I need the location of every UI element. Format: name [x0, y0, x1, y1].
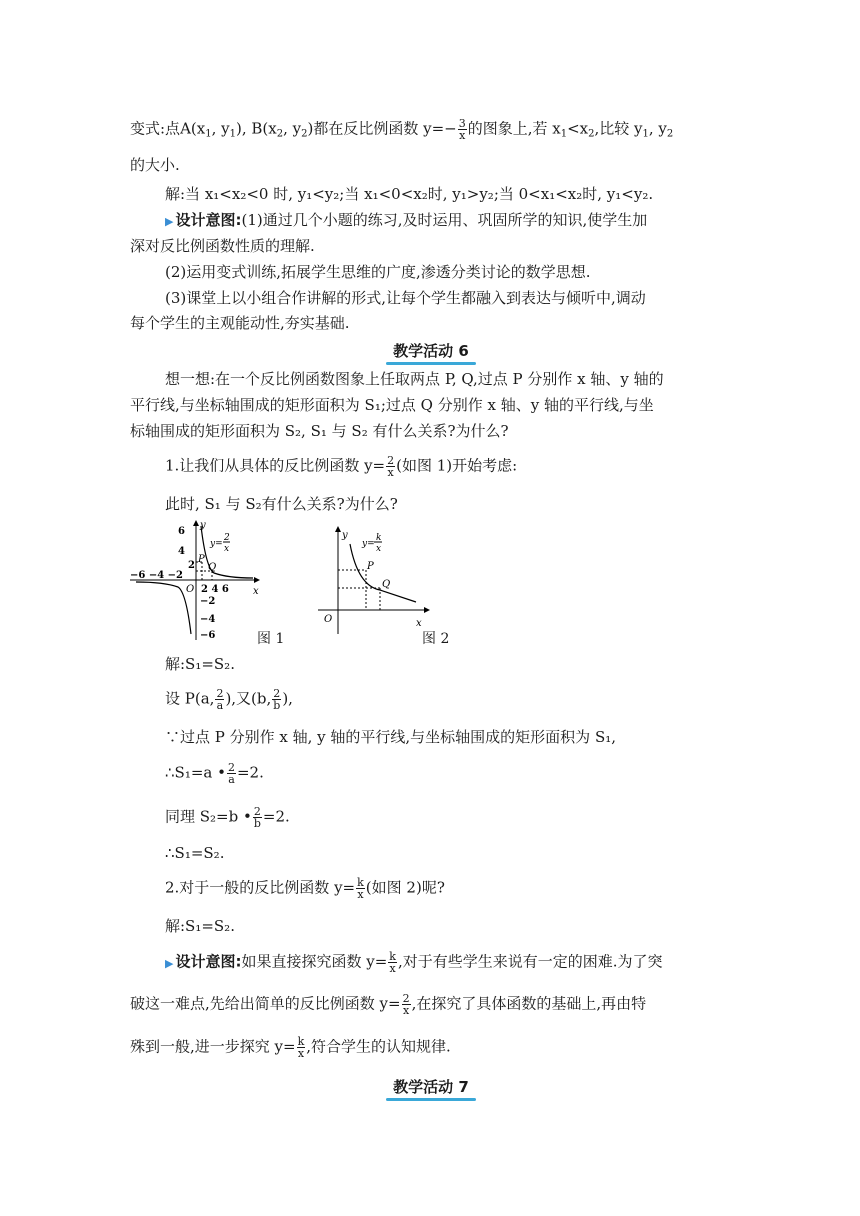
question-1-post: (如图 1)开始考虑: [396, 456, 518, 475]
design-intent-2-line3 [130, 1036, 451, 1059]
figure-1-graph [128, 518, 263, 640]
variant-text-h: <x [567, 119, 589, 138]
svg-text:x: x [253, 586, 259, 597]
activity-7-underline [386, 1098, 476, 1101]
fig1-tick-yneg2: −2 [200, 596, 216, 607]
variant-line1: 变式:点$A(x_1$, $y_1$), $B(x_2$, $y_2$)都在反比例函数 y=− $\frac{3}{x}$ 的图象上,若 $x_1<x_2$,比较 $y_1$, $y_2$ [130, 117, 674, 142]
variant-text-d: ), B(x [235, 119, 277, 138]
design2-line2-post: ,在探究了具体函数的基础上,再由特 [411, 994, 647, 1013]
fraction-k-over-x-3: $\frac{k}{x}$ [297, 1035, 305, 1060]
fig1-func-num: 2 [224, 533, 230, 543]
think-line1: 想一想:在一个反比例函数图象上任取两点 P, Q,过点 P 分别作 x 轴、y 轴的 [165, 370, 664, 388]
design-intent-2: (2)运用变式训练,拓展学生思维的广度,渗透分类讨论的数学思想. [165, 263, 591, 281]
question-2 [165, 877, 445, 900]
activity-7-title-text: 教学活动 7 [393, 1078, 469, 1096]
solution-2e-post: =2. [262, 807, 290, 826]
solution-2b-post: ), [282, 689, 293, 708]
fig1-tick-yneg4: −4 [200, 614, 216, 625]
question-1-ask: 此时, S₁ 与 S₂有什么关系?为什么? [165, 495, 398, 513]
solution-3: 解:S₁=S₂. [165, 917, 235, 935]
variant-text-c: , y [211, 119, 230, 138]
fig1-tick-y4: 4 [178, 546, 185, 557]
fig1-tick-y6: 6 [178, 526, 185, 537]
design-intent-2-line1 [165, 951, 663, 974]
design-intent-label: 设计意图: [175, 211, 242, 229]
design-intent-label-2: 设计意图: [175, 952, 242, 971]
activity-6-title [386, 340, 476, 361]
variant-text-j: , y [648, 119, 667, 138]
solution-2d [165, 762, 264, 785]
svg-text:Q: Q [382, 579, 391, 590]
fig1-func-den: x [224, 544, 230, 554]
svg-text:Q: Q [208, 562, 217, 573]
solution-2c: ∵过点 P 分别作 x 轴, y 轴的平行线,与坐标轴围成的矩形面积为 S₁, [165, 728, 616, 746]
svg-text:x: x [416, 618, 422, 629]
triangle-marker-icon-2: ▶ [165, 956, 174, 970]
solution-2b [165, 688, 293, 711]
design2-line3-post: ,符合学生的认知规律. [306, 1037, 451, 1056]
fraction-k-over-x: $\frac{k}{x}$ [357, 876, 364, 901]
solution-2b-mid: ),又(b, [225, 689, 272, 708]
solution-2d-post: =2. [236, 763, 264, 782]
fig1-origin: O [186, 584, 195, 595]
svg-text:y=: y= [210, 539, 223, 549]
question-2-pre: 2.对于一般的反比例函数 y= [165, 878, 356, 897]
fraction-2-over-b: $\frac{2}{b}$ [273, 687, 281, 712]
solution-1: 解:当 x₁<x₂<0 时, y₁<y₂;当 x₁<0<x₂时, y₁>y₂;当 0<x₁<x₂时, y₁<y₂. [165, 185, 654, 203]
figure-1-label: 图 1 [257, 631, 285, 647]
solution-2a: 解:S₁=S₂. [165, 655, 235, 673]
variant-text-e: , y [283, 119, 302, 138]
solution-2d-pre: ∴S₁=a • [165, 763, 226, 782]
solution-2f: ∴S₁=S₂. [165, 844, 225, 862]
variant-text-b: A(x [180, 119, 206, 138]
svg-text:y: y [200, 520, 206, 531]
design2-line2-pre: 破这一难点,先给出简单的反比例函数 y= [130, 994, 401, 1013]
fig2-func-den: x [376, 544, 382, 554]
fig1-tick-xpos: 2 4 6 [201, 584, 229, 595]
fig1-tick-yneg6: −6 [200, 630, 216, 640]
figure-2-label: 图 2 [422, 631, 450, 647]
fig1-tick-xneg: −6 −4 −2 [130, 570, 183, 581]
variant-text-f: )都在反比例函数 y=− [307, 119, 457, 138]
fraction-3-over-x: $\frac{3}{x}$ [458, 117, 466, 142]
svg-text:y: y [342, 530, 348, 541]
solution-2b-pre: 设 P(a, [165, 689, 215, 708]
solution-2e-pre: 同理 S₂=b • [165, 807, 252, 826]
triangle-marker-icon: ▶ [165, 215, 174, 228]
question-2-post: (如图 2)呢? [365, 878, 445, 897]
design-intent-2-line2 [130, 993, 646, 1016]
fraction-2-over-a: $\frac{2}{a}$ [216, 687, 224, 712]
variant-text-g: 的图象上,若 x [467, 119, 561, 138]
variant-line2: 的大小. [130, 156, 180, 174]
fraction-2-over-b-2: $\frac{2}{b}$ [253, 805, 261, 830]
think-line3: 标轴围成的矩形面积为 S₂, S₁ 与 S₂ 有什么关系?为什么? [130, 422, 509, 440]
design2-line1-post: ,对于有些学生来说有一定的困难.为了突 [397, 952, 663, 971]
fraction-k-over-x-2: $\frac{k}{x}$ [389, 950, 396, 975]
solution-2e [165, 806, 290, 829]
design-intent-1-line1 [165, 210, 647, 232]
design-intent-1-text: (1)通过几个小题的练习,及时运用、巩固所学的知识,使学生加 [241, 211, 648, 229]
svg-text:O: O [324, 614, 333, 625]
question-1-pre: 1.让我们从具体的反比例函数 y= [165, 456, 386, 475]
fraction-2-over-a-2: $\frac{2}{a}$ [227, 761, 235, 786]
design-intent-3-line2: 每个学生的主观能动性,夯实基础. [130, 314, 350, 332]
activity-6-title-text: 教学活动 6 [393, 342, 469, 360]
design-intent-1-line2: 深对反比例函数性质的理解. [130, 237, 315, 255]
variant-text-i: ,比较 y [594, 119, 643, 138]
design-intent-3-line1: (3)课堂上以小组合作讲解的形式,让每个学生都融入到表达与倾听中,调动 [165, 289, 646, 307]
fraction-2-over-x: $\frac{2}{x}$ [387, 454, 395, 479]
activity-7-title [386, 1076, 476, 1097]
design2-line1-pre: 如果直接探究函数 y= [241, 952, 388, 971]
fig1-tick-y2: 2 [188, 560, 195, 571]
activity-6-underline [386, 362, 476, 365]
fraction-2-over-x-2: $\frac{2}{x}$ [402, 992, 410, 1017]
design2-line3-pre: 殊到一般,进一步探究 y= [130, 1037, 296, 1056]
svg-text:P: P [367, 561, 374, 572]
figure-2-graph [318, 524, 434, 636]
question-1 [165, 455, 517, 478]
fig2-func-num: k [376, 533, 382, 543]
svg-text:P: P [198, 554, 205, 565]
variant-text-a: 变式:点 [130, 119, 181, 138]
think-line2: 平行线,与坐标轴围成的矩形面积为 S₁;过点 Q 分别作 x 轴、y 轴的平行线,与坐 [130, 396, 654, 414]
svg-text:y=: y= [362, 539, 375, 549]
